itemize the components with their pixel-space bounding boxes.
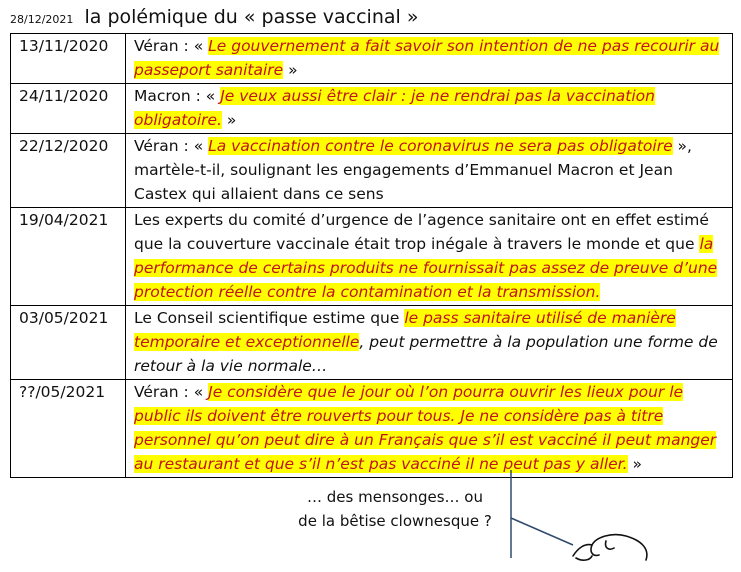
quote-highlight: Je considère que le jour où l’on pourra ouvrir les lieux pour le public ils doivent être rouverts pour tous. Je ne considère pas à titre personnel qu’on peut dire à un Français que s’il est vacciné il peut manger au restaurant et que s’il n’est pas vacciné il ne peut pas y aller. [134,383,717,473]
quote-highlight: Le gouvernement a fait savoir son intention de ne pas recourir au passeport sanitaire [134,37,720,79]
text-run: » [283,61,298,79]
text-run: » [221,111,237,129]
quote-highlight: La vaccination contre le coronavirus ne sera pas obligatoire [208,137,673,155]
quote-highlight: le pass sanitaire utilisé de manière temporaire et exceptionnelle [134,309,676,351]
text-run: », martèle-t-il, soulignant les engagements d’Emmanuel Macron et Jean Castex qui allaient dans ce sens [134,137,692,203]
row-date: 19/04/2021 [11,208,126,306]
text-run: Les experts du comité d’urgence de l’agence sanitaire ont en effet estimé que la couverture vaccinale était trop inégale à travers le monde et que [134,211,709,253]
caption-line: … des mensonges… ou [307,488,483,506]
text-run: Véran : « [134,37,209,55]
pointer-line [511,518,573,545]
document-date: 28/12/2021 [10,13,74,26]
doodle-figure-icon [573,535,647,561]
row-date: 24/11/2020 [11,84,126,134]
text-run: Véran : « [134,137,209,155]
text-run: Véran : « [134,383,209,401]
text-run: Macron : « [134,87,221,105]
quote-highlight: la performance de certains produits ne fournissait pas assez de preuve d’une protection réelle contre la contamination et la transmission. [134,235,718,301]
row-date: 03/05/2021 [11,306,126,380]
italic-text-run: , peut permettre à la population une forme de retour à la vie normale… [134,333,718,375]
text-run: » [627,455,642,473]
row-date: 22/12/2020 [11,134,126,208]
text-run: Le Conseil scientifique estime que [134,309,405,327]
row-date: 13/11/2020 [11,34,126,84]
caption-line: de la bêtise clownesque ? [298,512,492,530]
caption [290,485,500,533]
document-title: la polémique du « passe vaccinal » [84,6,419,28]
quote-highlight: Je veux aussi être clair : je ne rendrai pas la vaccination obligatoire. [134,87,655,129]
row-date: ??/05/2021 [11,380,126,478]
